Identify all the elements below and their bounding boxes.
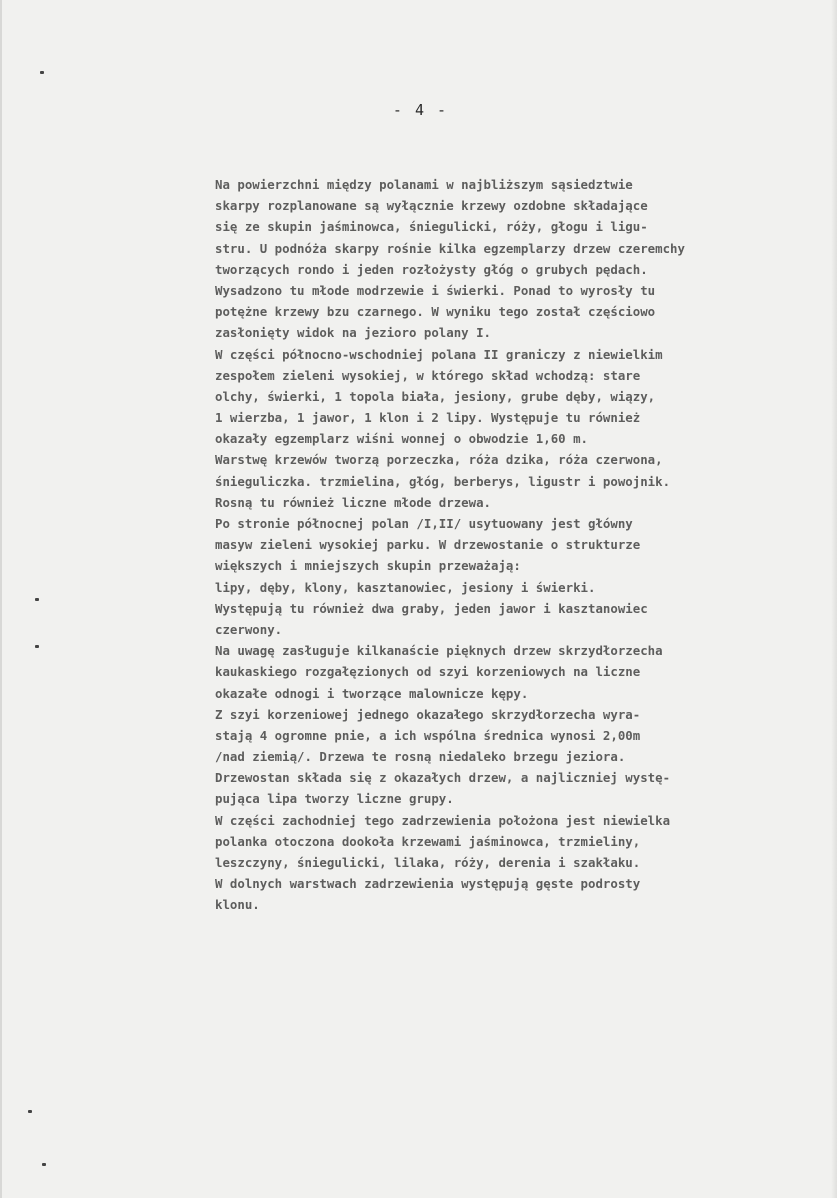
- text-line: Na powierzchni między polanami w najbliższym sąsiedztwie: [215, 177, 633, 192]
- text-line: W części zachodniej tego zadrzewienia położona jest niewielka: [215, 812, 671, 828]
- text-line: polanka otoczona dookoła krzewami jaśminowca, trzmieliny,: [215, 833, 641, 849]
- text-line: lipy, dęby, klony, kasztanowiec, jesiony i świerki.: [215, 579, 596, 595]
- text-line: skarpy rozplanowane są wyłącznie krzewy ozdobne składające: [215, 198, 648, 214]
- text-line: Występują tu również dwa graby, jeden jawor i kasztanowiec: [215, 600, 648, 616]
- margin-mark: [40, 71, 44, 74]
- text-line: /nad ziemią/. Drzewa te rosną niedaleko brzegu jeziora.: [215, 749, 626, 765]
- text-line: pująca lipa tworzy liczne grupy.: [215, 791, 454, 807]
- text-line: stają 4 ogromne pnie, a ich wspólna średnica wynosi 2,00m: [215, 727, 641, 743]
- text-line: większych i mniejszych skupin przeważają:: [215, 558, 521, 574]
- page-edge: [831, 0, 837, 1198]
- text-line: czerwony.: [215, 621, 283, 637]
- text-line: tworzących rondo i jeden rozłożysty głóg o grubych pędach.: [215, 261, 648, 277]
- text-line: stru. U podnóża skarpy rośnie kilka egzemplarzy drzew czeremchy: [215, 240, 685, 256]
- text-line: Z szyi korzeniowej jednego okazałego skrzydłorzecha wyra-: [215, 706, 641, 722]
- text-line: klonu.: [215, 897, 260, 913]
- margin-mark: [35, 645, 39, 648]
- text-line: Po stronie północnej polan /I,II/ usytuowany jest główny: [215, 516, 633, 531]
- body-text: [215, 174, 815, 916]
- margin-mark: [35, 598, 39, 601]
- text-line: 1 wierzba, 1 jawor, 1 klon i 2 lipy. Występuje tu również: [215, 410, 641, 426]
- text-line: śnieguliczka. trzmielina, głóg, berberys, ligustr i powojnik.: [215, 473, 671, 489]
- text-line: masyw zieleni wysokiej parku. W drzewostanie o strukturze: [215, 537, 641, 553]
- margin-mark: [28, 1110, 32, 1113]
- text-line: okazały egzemplarz wiśni wonnej o obwodzie 1,60 m.: [215, 431, 588, 447]
- text-line: okazałe odnogi i tworzące malownicze kępy.: [215, 685, 529, 701]
- text-line: zespołem zieleni wysokiej, w którego skład wchodzą: stare: [215, 367, 641, 383]
- margin-mark: [42, 1163, 46, 1166]
- text-line: W części północno-wschodniej polana II graniczy z niewielkim: [215, 346, 663, 362]
- text-line: W dolnych warstwach zadrzewienia występują gęste podrosty: [215, 876, 641, 892]
- text-line: Warstwę krzewów tworzą porzeczka, róża dzika, róża czerwona,: [215, 452, 663, 468]
- text-line: olchy, świerki, 1 topola biała, jesiony, grube dęby, wiązy,: [215, 388, 656, 404]
- text-line: Rosną tu również liczne młode drzewa.: [215, 494, 492, 510]
- text-line: Drzewostan składa się z okazałych drzew, a najliczniej wystę-: [215, 770, 671, 786]
- text-line: potężne krzewy bzu czarnego. W wyniku tego został częściowo: [215, 304, 656, 320]
- text-line: Wysadzono tu młode modrzewie i świerki. Ponad to wyrosły tu: [215, 282, 656, 298]
- text-line: zasłonięty widok na jezioro polany I.: [215, 325, 492, 341]
- text-line: leszczyny, śniegulicki, lilaka, róży, derenia i szakłaku.: [215, 855, 641, 870]
- text-line: Na uwagę zasługuje kilkanaście pięknych drzew skrzydłorzecha: [215, 643, 663, 659]
- page-number: - 4 -: [392, 101, 449, 119]
- text-line: się ze skupin jaśminowca, śniegulicki, róży, głogu i ligu-: [215, 219, 648, 235]
- text-line: kaukaskiego rozgałęzionych od szyi korzeniowych na liczne: [215, 664, 641, 680]
